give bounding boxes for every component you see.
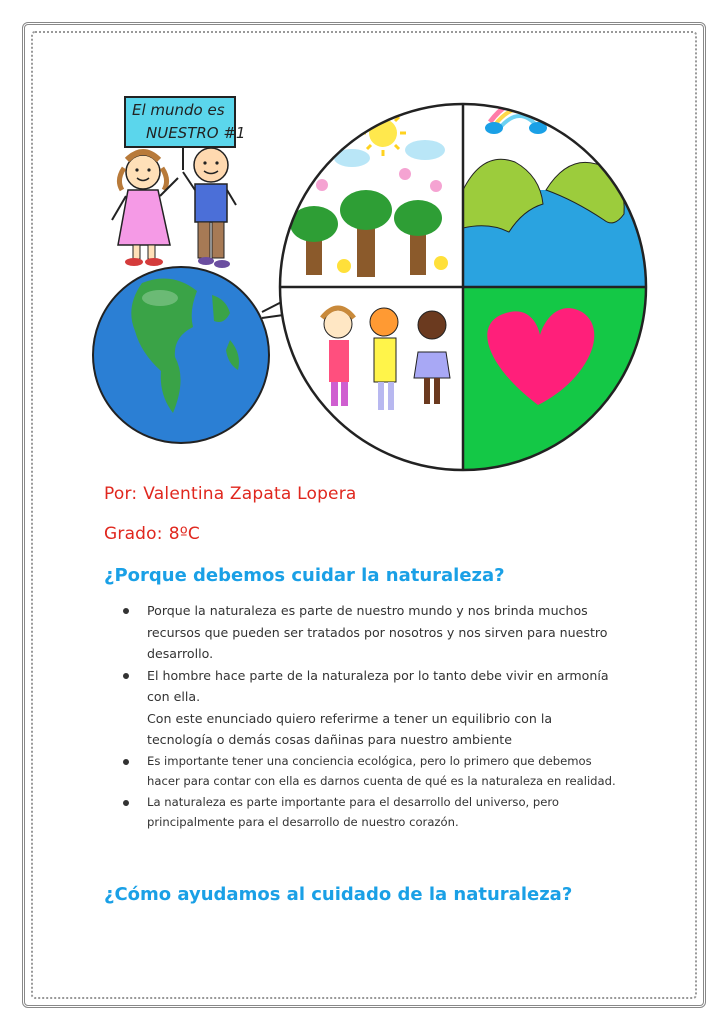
section-heading-why: ¿Porque debemos cuidar la naturaleza? xyxy=(104,565,505,586)
boy-figure xyxy=(183,148,236,268)
sign-text-line2: NUESTRO #1 xyxy=(146,124,246,142)
nature-illustration xyxy=(0,0,728,480)
author-name: Valentina Zapata Lopera xyxy=(143,484,357,504)
list-item xyxy=(120,751,620,792)
author-label: Por: xyxy=(104,484,138,504)
list-item-text: Es importante tener una conciencia ecológica, pero lo primero que debemos hacer para contar con ella es darnos cuenta de qué es la naturaleza en realidad. xyxy=(147,753,616,788)
section-heading-how: ¿Cómo ayudamos al cuidado de la naturaleza? xyxy=(104,884,573,905)
author-line xyxy=(104,484,357,504)
earth-globe xyxy=(93,267,269,443)
sign-text-line1: El mundo es xyxy=(132,101,225,119)
list-item xyxy=(120,792,620,833)
list-item-text: La naturaleza es parte importante para el desarrollo del universo, pero principalmente para el desarrollo de nuestro corazón. xyxy=(147,794,560,829)
list-item-text: El hombre hace parte de la naturaleza por lo tanto debe vivir en armonía con ella. xyxy=(147,667,609,704)
girl-figure xyxy=(112,152,178,266)
grade-value: 8ºC xyxy=(168,524,200,544)
list-item-text: Porque la naturaleza es parte de nuestro mundo y nos brinda muchos recursos que pueden ser tratados por nosotros y nos sirven para nuestro desarrollo. xyxy=(147,603,608,661)
list-item xyxy=(120,600,620,665)
list-item-continuation: Con este enunciado quiero referirme a tener un equilibrio con la tecnología o demás cosas dañinas para nuestro ambiente xyxy=(147,710,553,747)
grade-label: Grado: xyxy=(104,524,163,544)
grade-line xyxy=(104,524,200,544)
list-item xyxy=(120,665,620,751)
reasons-list xyxy=(120,600,620,833)
